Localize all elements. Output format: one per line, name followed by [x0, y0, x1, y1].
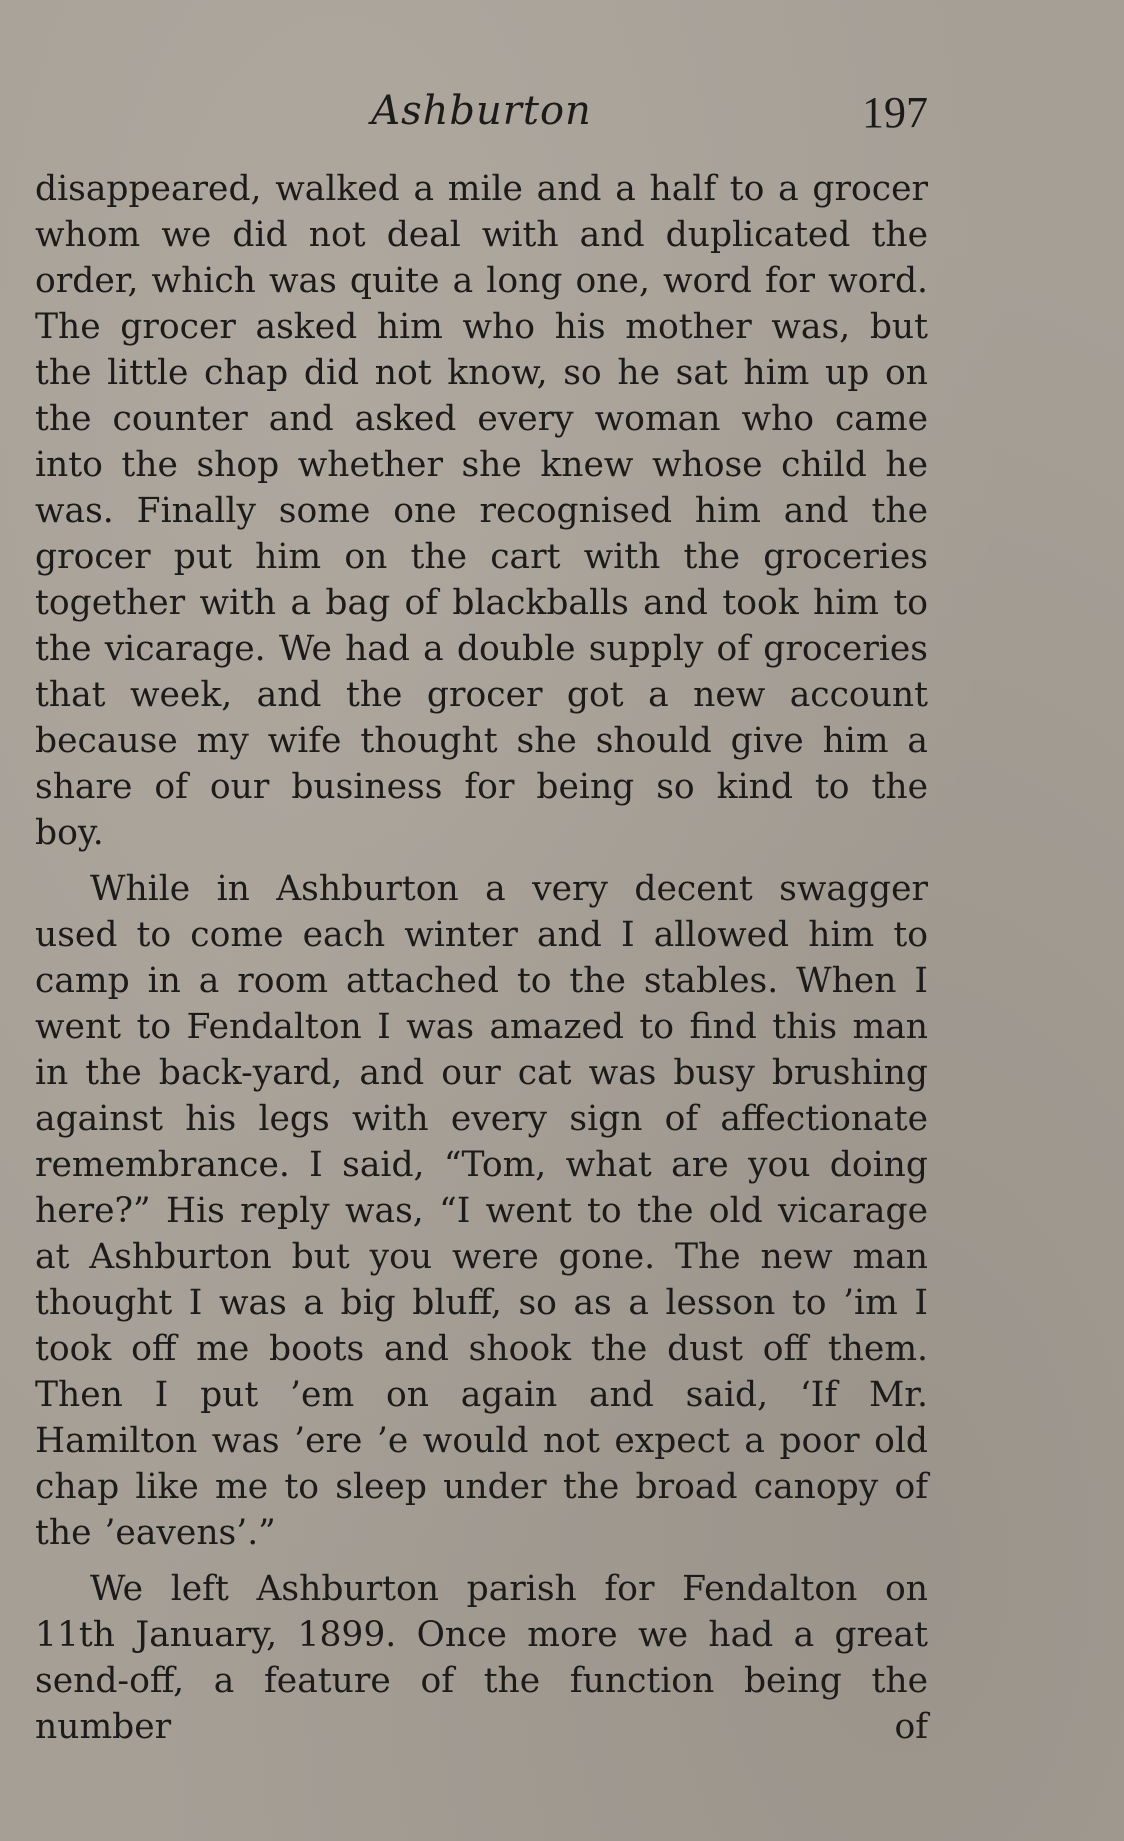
- running-head: [35, 86, 928, 146]
- paragraph-swagger: While in Ashburton a very decent swagger used to come each winter and I allowed him to camp in a room attached to the stables. When I went to Fendalton I was amazed to find this man in the back-yard, and our cat was busy brushing against his legs with every sign of affectionate remembrance. I said, “Tom, what are you doing here?” His reply was, “I went to the old vicarage at Ashburton but you were gone. The new man thought I was a big bluff, so as a lesson to ’im I took off me boots and shook the dust off them. Then I put ’em on again and said, ‘If Mr. Hamilton was ’ere ’e would not expect a poor old chap like me to sleep under the broad canopy of the ’eavens’.”: [35, 869, 928, 1553]
- page-number: 197: [862, 88, 928, 137]
- paragraph-continued: disappeared, walked a mile and a half to a grocer whom we did not deal with and duplicated the order, which was quite a long one, word for word. The grocer asked him who his mother was, but the little chap did not know, so he sat him up on the counter and asked every woman who came into the shop whether she knew whose child he was. Finally some one recognised him and the grocer put him on the cart with the groceries together with a bag of blackballs and took him to the vicarage. We had a double supply of groceries that week, and the grocer got a new account because my wife thought she should give him a share of our business for being so kind to the boy.: [35, 169, 928, 853]
- paragraph-departure: We left Ashburton parish for Fendalton on 11th January, 1899. Once more we had a great send-off, a feature of the function being the number of: [35, 1569, 928, 1747]
- running-head-title: Ashburton: [371, 88, 592, 134]
- body-text: [35, 166, 928, 1760]
